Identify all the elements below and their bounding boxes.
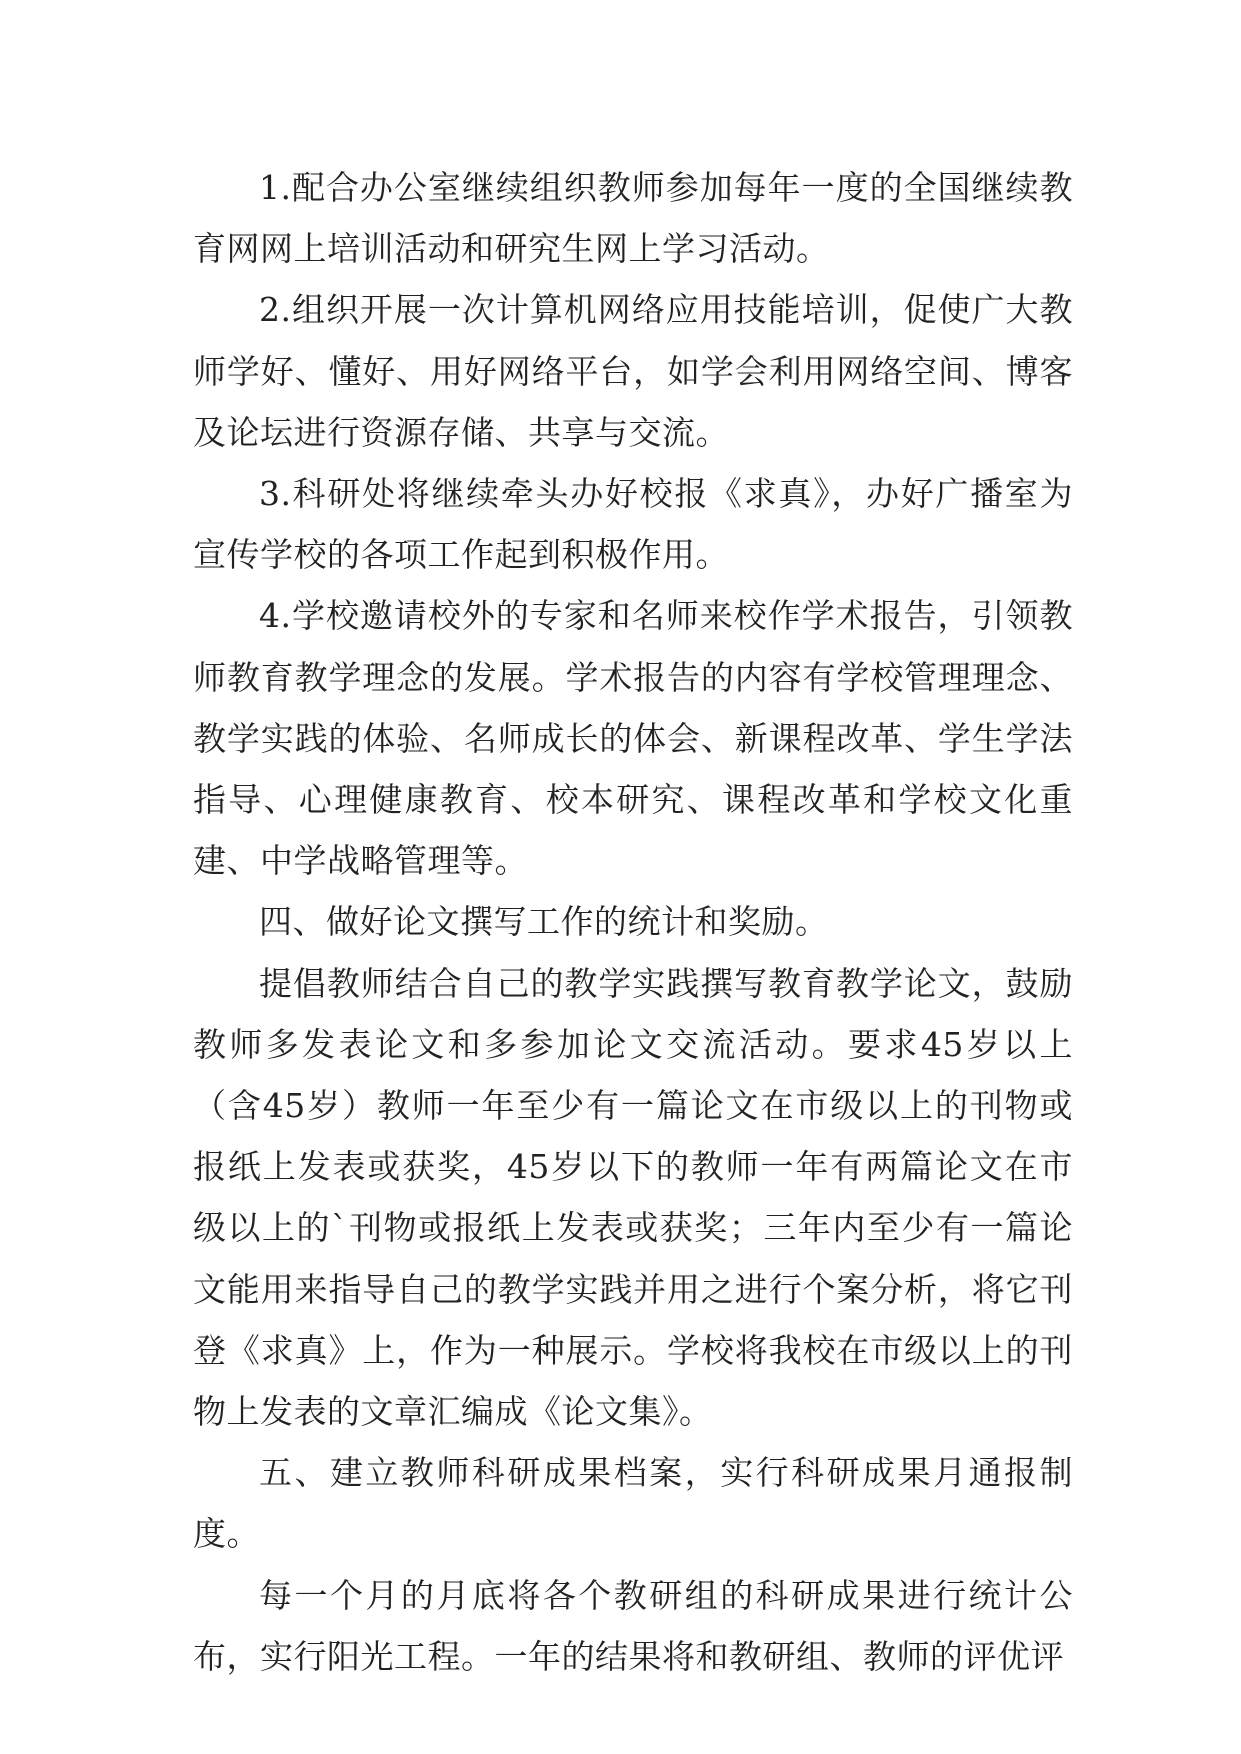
paragraph-paper-writing: 提倡教师结合自己的教学实践撰写教育教学论文，鼓励教师多发表论文和多参加论文交流活动。要求45岁以上（含45岁）教师一年至少有一篇论文在市级以上的刊物或报纸上发表或获奖，45岁以下的教师一年有两篇论文在市级以上的`刊物或报纸上发表或获奖；三年内至少有一篇论文能用来指导自己的教学实践并用之进行个案分析，将它刊登《求真》上，作为一种展示。学校将我校在市级以上的刊物上发表的文章汇编成《论文集》。: [193, 963, 1073, 1432]
document-body: [193, 157, 1073, 1687]
paragraph-item-1: 1.配合办公室继续组织教师参加每年一度的全国继续教育网网上培训活动和研究生网上学习活动。: [193, 168, 1073, 269]
paragraph-item-4: 4.学校邀请校外的专家和名师来校作学术报告，引领教师教育教学理念的发展。学术报告的内容有学校管理理念、教学实践的体验、名师成长的体会、新课程改革、学生学法指导、心理健康教育、校本研究、课程改革和学校文化重建、中学战略管理等。: [193, 596, 1073, 881]
section-heading-4: 四、做好论文撰写工作的统计和奖励。: [259, 902, 829, 942]
paragraph-item-2: 2.组织开展一次计算机网络应用技能培训，促使广大教师学好、懂好、用好网络平台，如学会利用网络空间、博客及论坛进行资源存储、共享与交流。: [193, 290, 1073, 452]
paragraph-monthly-report: 每一个月的月底将各个教研组的科研成果进行统计公布，实行阳光工程。一年的结果将和教研组、教师的评优评: [193, 1575, 1073, 1676]
paragraph-item-3: 3.科研处将继续牵头办好校报《求真》，办好广播室为宣传学校的各项工作起到积极作用。: [193, 474, 1073, 575]
section-heading-5: 五、建立教师科研成果档案，实行科研成果月通报制度。: [193, 1453, 1073, 1554]
